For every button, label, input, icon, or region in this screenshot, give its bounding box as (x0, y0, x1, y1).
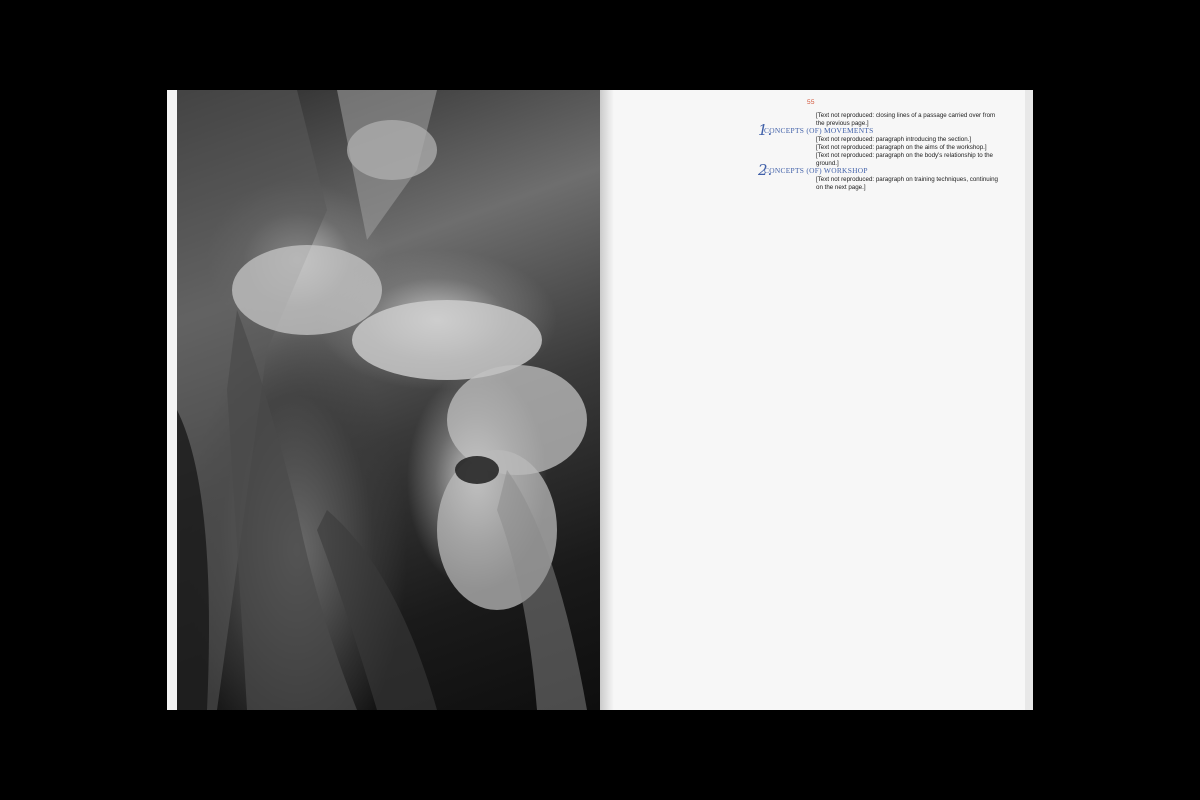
gutter-shadow (600, 90, 614, 710)
paragraph: [Text not reproduced: paragraph on the body's relationship to the ground.] (816, 151, 993, 167)
section-number: 1. (758, 121, 773, 140)
page-number: 55 (807, 99, 815, 106)
section-title: CONCEPTS (OF) MOVEMENTS (764, 126, 874, 136)
section-heading (758, 161, 1002, 180)
photo-illustration (177, 90, 600, 710)
intro-paragraph: [Text not reproduced: closing lines of a passage carried over from the previous page.] (816, 112, 996, 127)
paragraph: [Text not reproduced: paragraph on the aims of the workshop.] (816, 144, 987, 152)
page-edge (1025, 90, 1033, 710)
body-text-column (758, 112, 1002, 192)
paragraph: [Text not reproduced: paragraph on training techniques, continuing on the next page.] (816, 176, 998, 191)
right-page (600, 90, 1033, 710)
photo-hands-icon (177, 90, 600, 710)
left-page (167, 90, 600, 710)
book-spread (167, 90, 1033, 710)
section-number: 2. (758, 161, 773, 180)
page-edge (167, 90, 177, 710)
section-title: CONCEPTS (OF) WORKSHOP (764, 166, 868, 176)
paragraph: [Text not reproduced: paragraph introducing the section.] (816, 136, 972, 144)
